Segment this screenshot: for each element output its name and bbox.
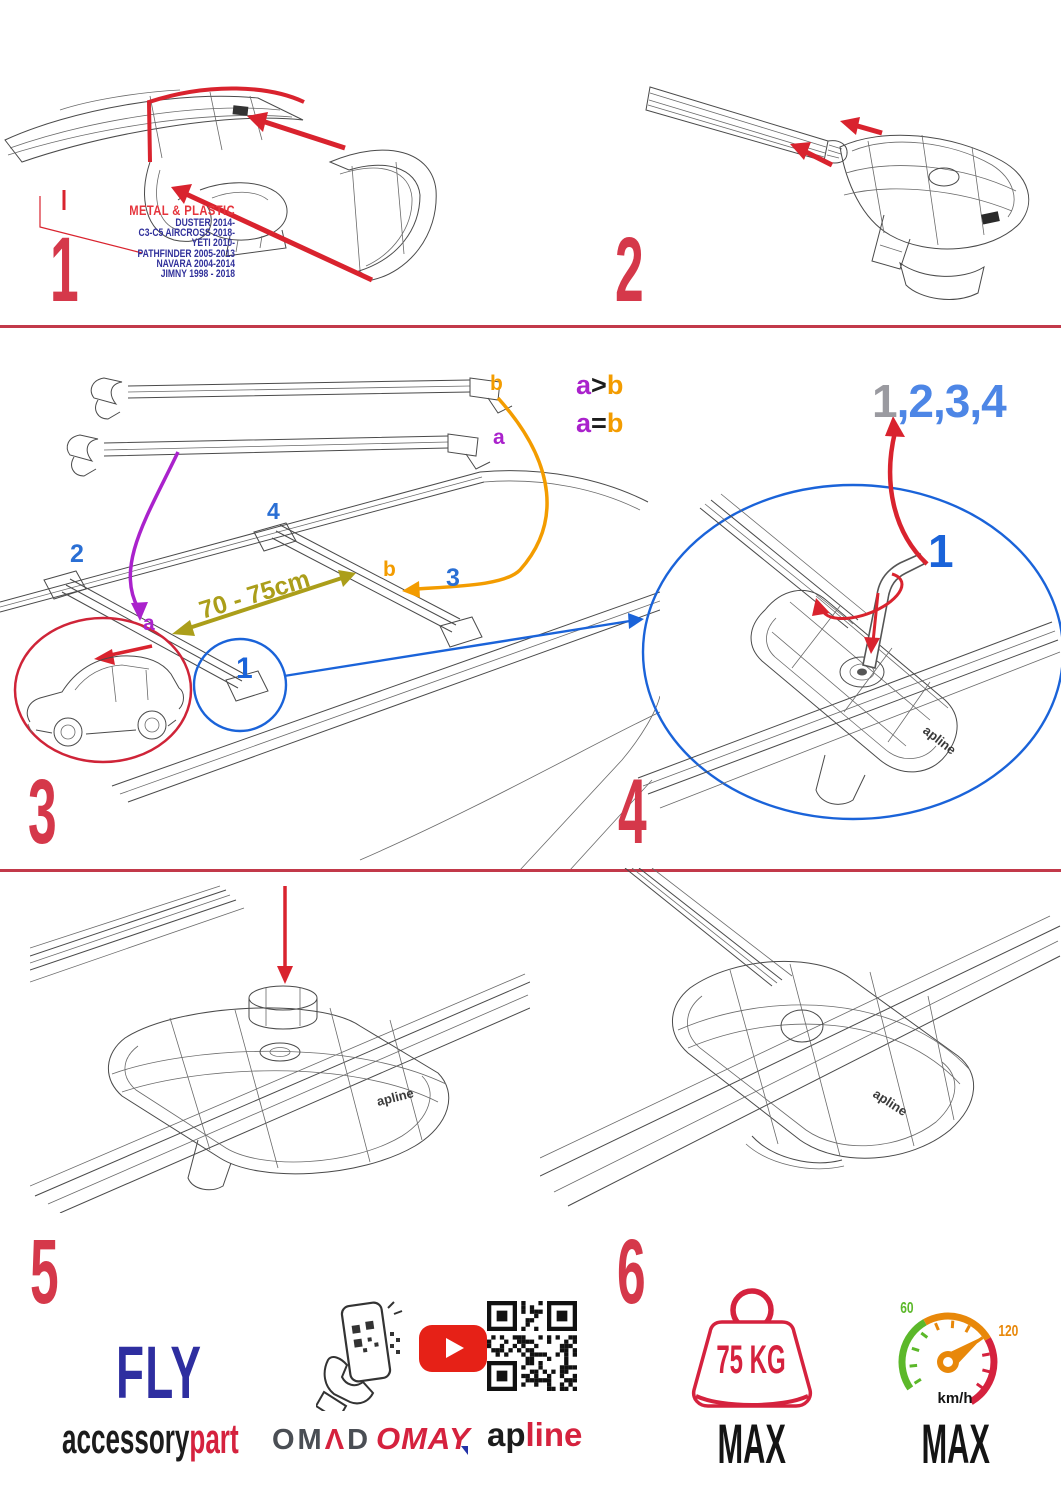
model-line: JIMNY 1998 - 2018 — [160, 268, 235, 281]
label-bar-b: b — [490, 372, 503, 395]
material-heading: METAL & PLASTIC — [129, 202, 235, 218]
sequence-arrow — [845, 412, 975, 572]
legend-ab: a>b a=b — [576, 370, 624, 438]
step-number-3: 3 — [28, 761, 57, 863]
model-line: DUSTER 2014- — [175, 217, 235, 229]
speed-60-label: 60 — [900, 1300, 914, 1317]
apline-logo: apline — [487, 1416, 583, 1453]
omad-logo: OMΛD — [272, 1424, 372, 1456]
label-position-3: 3 — [446, 564, 460, 592]
model-line: PATHFINDER 2005-2013 — [137, 247, 235, 260]
step2-drawing-bar-foot — [632, 55, 1054, 305]
callout-1: 1 — [928, 525, 954, 577]
svg-text:apline: apline — [375, 1085, 416, 1109]
speed-max-label: MAX — [921, 1412, 990, 1475]
tighten-sequence: 1,2,3,4 — [872, 375, 1006, 427]
svg-text:apline: apline — [920, 722, 959, 758]
weight-value: 75 KG — [716, 1338, 786, 1382]
omay-accent — [461, 1446, 468, 1455]
step3-drawing-roof-placement — [0, 340, 660, 870]
step1-fitment-note — [70, 202, 235, 279]
model-line: C3-C5 AIRCROSS 2018- — [138, 227, 235, 240]
step-number-4: 4 — [618, 761, 647, 863]
model-line: NAVARA 2004-2014 — [156, 257, 235, 270]
label-position-2: 2 — [70, 540, 84, 568]
label-roof-b: b — [383, 558, 396, 581]
accessorypart-logo: accessorypart — [62, 1415, 239, 1462]
omay-logo: OMAY — [376, 1421, 471, 1456]
weight-max-label: MAX — [717, 1412, 786, 1475]
step-number-1: 1 — [50, 219, 79, 321]
fly-logo: FLY — [116, 1331, 203, 1414]
step6-drawing-assembled — [540, 868, 1061, 1213]
svg-text:apline: apline — [870, 1085, 911, 1119]
section-divider — [0, 325, 1061, 328]
step5-drawing-insert-cap — [30, 878, 530, 1213]
label-roof-a: a — [143, 612, 155, 635]
step-number-2: 2 — [615, 219, 644, 321]
model-line: YETI 2010- — [191, 237, 235, 250]
youtube-icon — [419, 1325, 487, 1372]
car-thumbnail — [27, 656, 183, 746]
qr-code — [487, 1301, 577, 1391]
qr-scan-phone-icon — [316, 1296, 411, 1411]
speed-unit-label: km/h — [937, 1390, 973, 1407]
label-position-4: 4 — [267, 498, 280, 524]
step-number-5: 5 — [30, 1221, 59, 1323]
step-number-6: 6 — [617, 1221, 646, 1323]
measure-70-75cm: 70 - 75cm — [196, 564, 314, 625]
label-position-1: 1 — [236, 652, 253, 685]
label-bar-a: a — [493, 426, 505, 449]
speed-120-label: 120 — [998, 1323, 1019, 1340]
